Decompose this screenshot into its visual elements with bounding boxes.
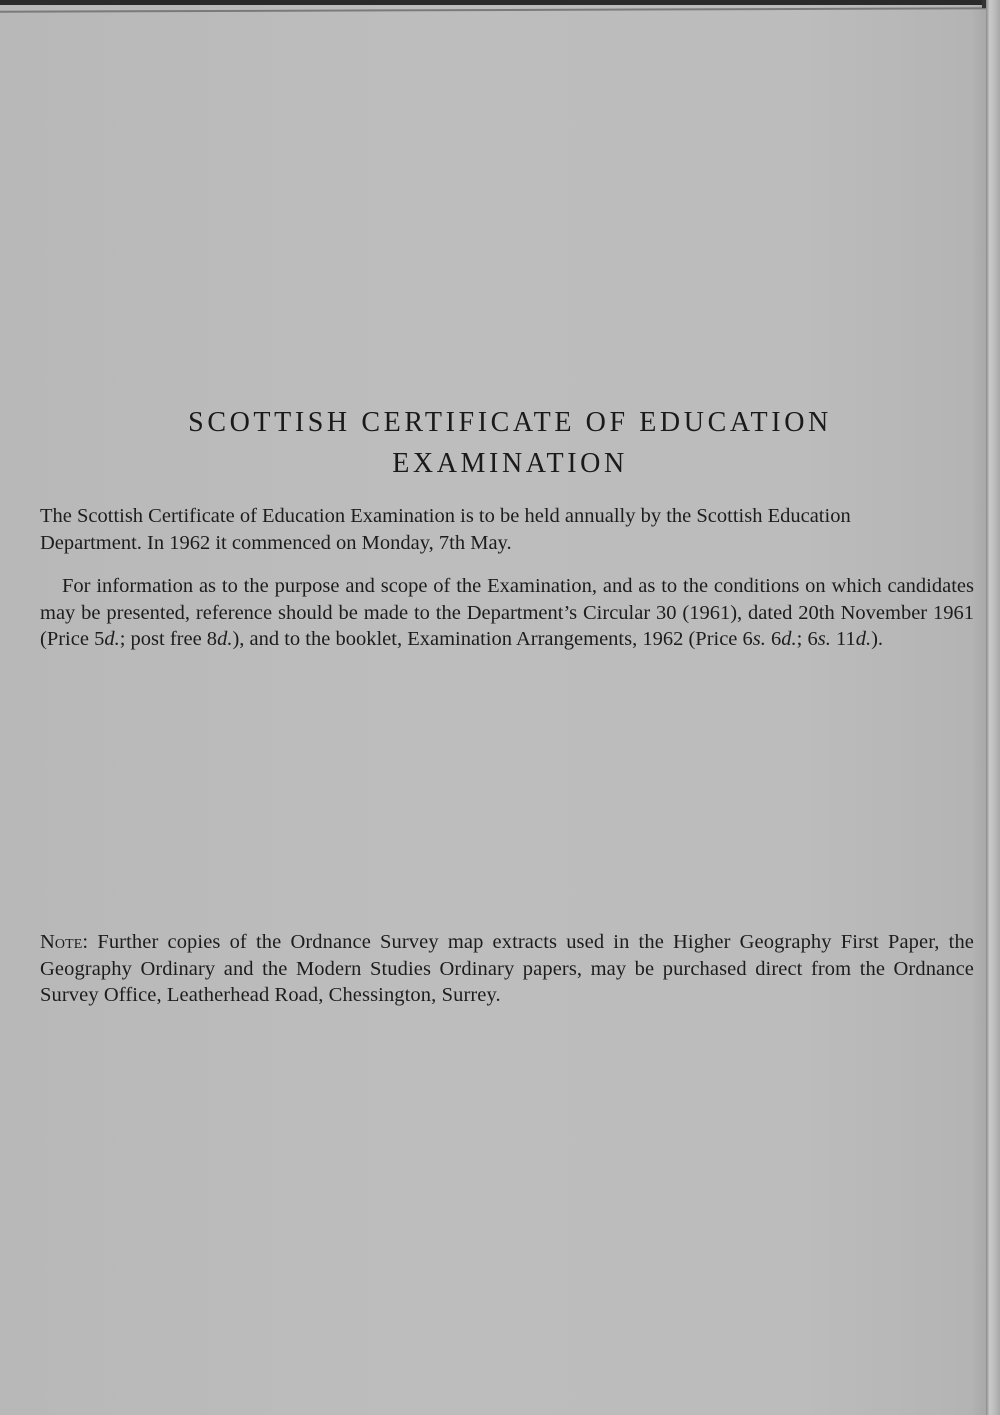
info-text: ).	[871, 628, 884, 650]
page-binding-edge	[986, 0, 1000, 1415]
page-top-crease	[0, 7, 1000, 12]
info-text: ; 6	[796, 628, 818, 650]
pence-abbrev: d.	[104, 628, 120, 650]
info-text: ), and to the booklet, Examination Arrangements, 1962 (Price 6	[232, 628, 753, 650]
intro-line-1: The Scottish Certificate of Education Examination is to be held annually by the Scottish Education	[40, 505, 851, 527]
info-text: 11	[830, 628, 856, 650]
note-text: Further copies of the Ordnance Survey map extracts used in the Higher Geography First Paper, the Geography Ordinary and the Modern Studies Ordinary papers, may be purchased direct from the Ordnance Survey Office, Leatherhead Road, Chessington, Surrey.	[40, 931, 974, 1006]
info-text: 6	[765, 628, 782, 650]
note-paragraph	[40, 929, 974, 1009]
information-paragraph	[40, 573, 974, 653]
page-top-edge	[0, 0, 1000, 5]
pence-abbrev: d.	[781, 628, 797, 650]
pence-abbrev: d.	[217, 628, 233, 650]
info-text: For information as to the purpose and scope of the Examination, and as to the conditions on which candidates may be presented, reference should be made to the Department’s Circular 30 (1961), dated 20th November 1961 (Price 5	[40, 575, 974, 650]
shilling-abbrev: s.	[752, 628, 766, 650]
intro-line-2: Department. In 1962 it commenced on Monday, 7th May.	[40, 531, 512, 554]
shilling-abbrev: s.	[817, 628, 831, 650]
note-label: Note:	[40, 931, 89, 953]
title-line-2: EXAMINATION	[392, 447, 628, 479]
intro-paragraph	[40, 503, 974, 556]
page-title	[0, 402, 1000, 484]
info-text: ; post free 8	[119, 628, 218, 650]
title-line-1: SCOTTISH CERTIFICATE OF EDUCATION	[188, 406, 832, 438]
pence-abbrev: d.	[855, 628, 872, 650]
